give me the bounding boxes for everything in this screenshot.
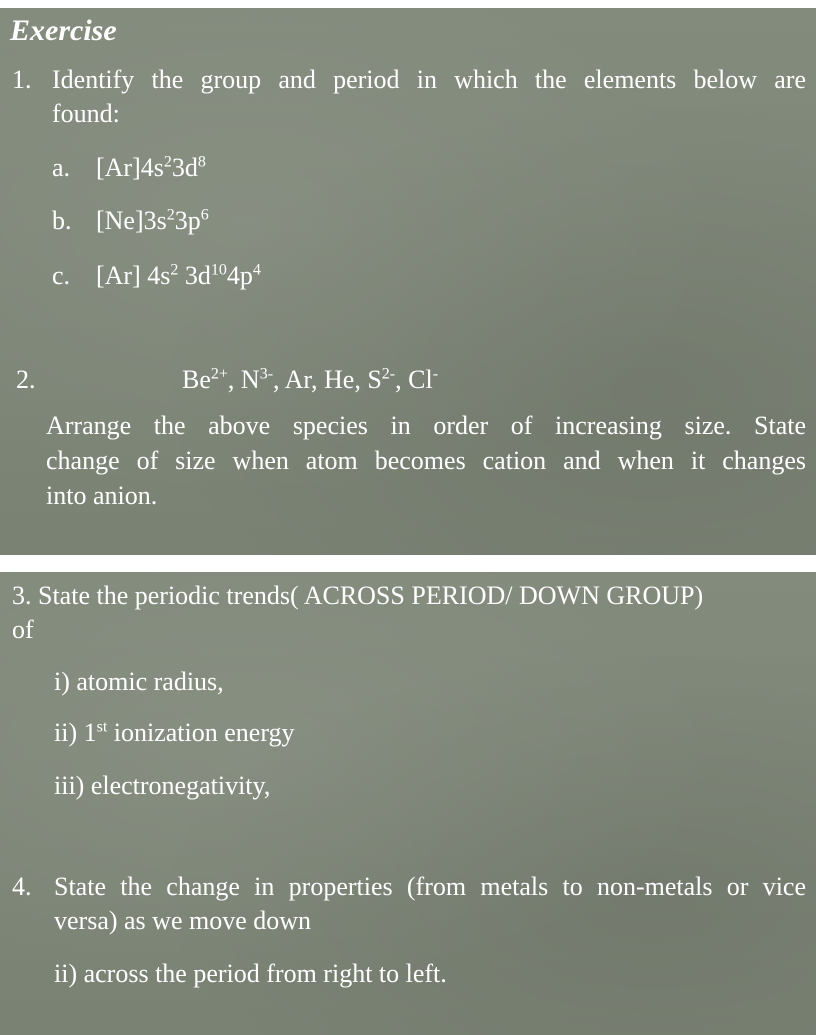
electron-config: $[Ne]3s^23p^6$	[96, 206, 209, 235]
q2-line3: into anion.	[46, 481, 158, 510]
q1-line2: found:	[52, 99, 120, 128]
slide-periodic-trends	[0, 572, 816, 1035]
q1-item-label: a.	[52, 153, 71, 182]
q2-species: $Be^{2+}$, $N^{3-}$, Ar, He, $S^{2-}$, Cl-	[182, 365, 439, 394]
electron-config: [Ar] $4s^2$ $3d^{10}4p^4$	[96, 261, 261, 290]
q1-item-label: c.	[52, 261, 71, 290]
q4-number: 4.	[12, 872, 32, 901]
q3-line2: of	[12, 615, 34, 644]
q1-item-b	[52, 204, 209, 238]
q4-item-2: ii) across the period from right to left.	[54, 959, 447, 988]
q3-line1: 3. State the periodic trends( ACROSS PERIOD/ DOWN GROUP)	[12, 581, 704, 610]
slide-title: Exercise	[10, 14, 117, 47]
q2-line1: Arrange the above species in order of increasing size. State	[46, 411, 806, 440]
q1-line1: Identify the group and period in which the elements below are	[52, 65, 806, 94]
q1-item-c	[52, 259, 261, 293]
q1-item-a	[52, 151, 206, 185]
electron-config: $[Ar]4s^23d^8$	[96, 153, 206, 182]
q3-item-2: ii) 1st ionization energy	[54, 718, 295, 747]
q3-item-3: iii) electronegativity,	[54, 771, 271, 800]
q1-number: 1.	[12, 65, 32, 94]
q4-line2: versa) as we move down	[54, 906, 312, 935]
q2-line2: change of size when atom becomes cation and when it changes	[46, 446, 806, 475]
q4-line1: State the change in properties (from metals to non-metals or vice	[54, 872, 806, 901]
slide-exercise	[0, 8, 816, 555]
q1-item-label: b.	[52, 206, 72, 235]
q2-number: 2.	[16, 365, 36, 394]
q3-item-1: i) atomic radius,	[54, 667, 224, 696]
